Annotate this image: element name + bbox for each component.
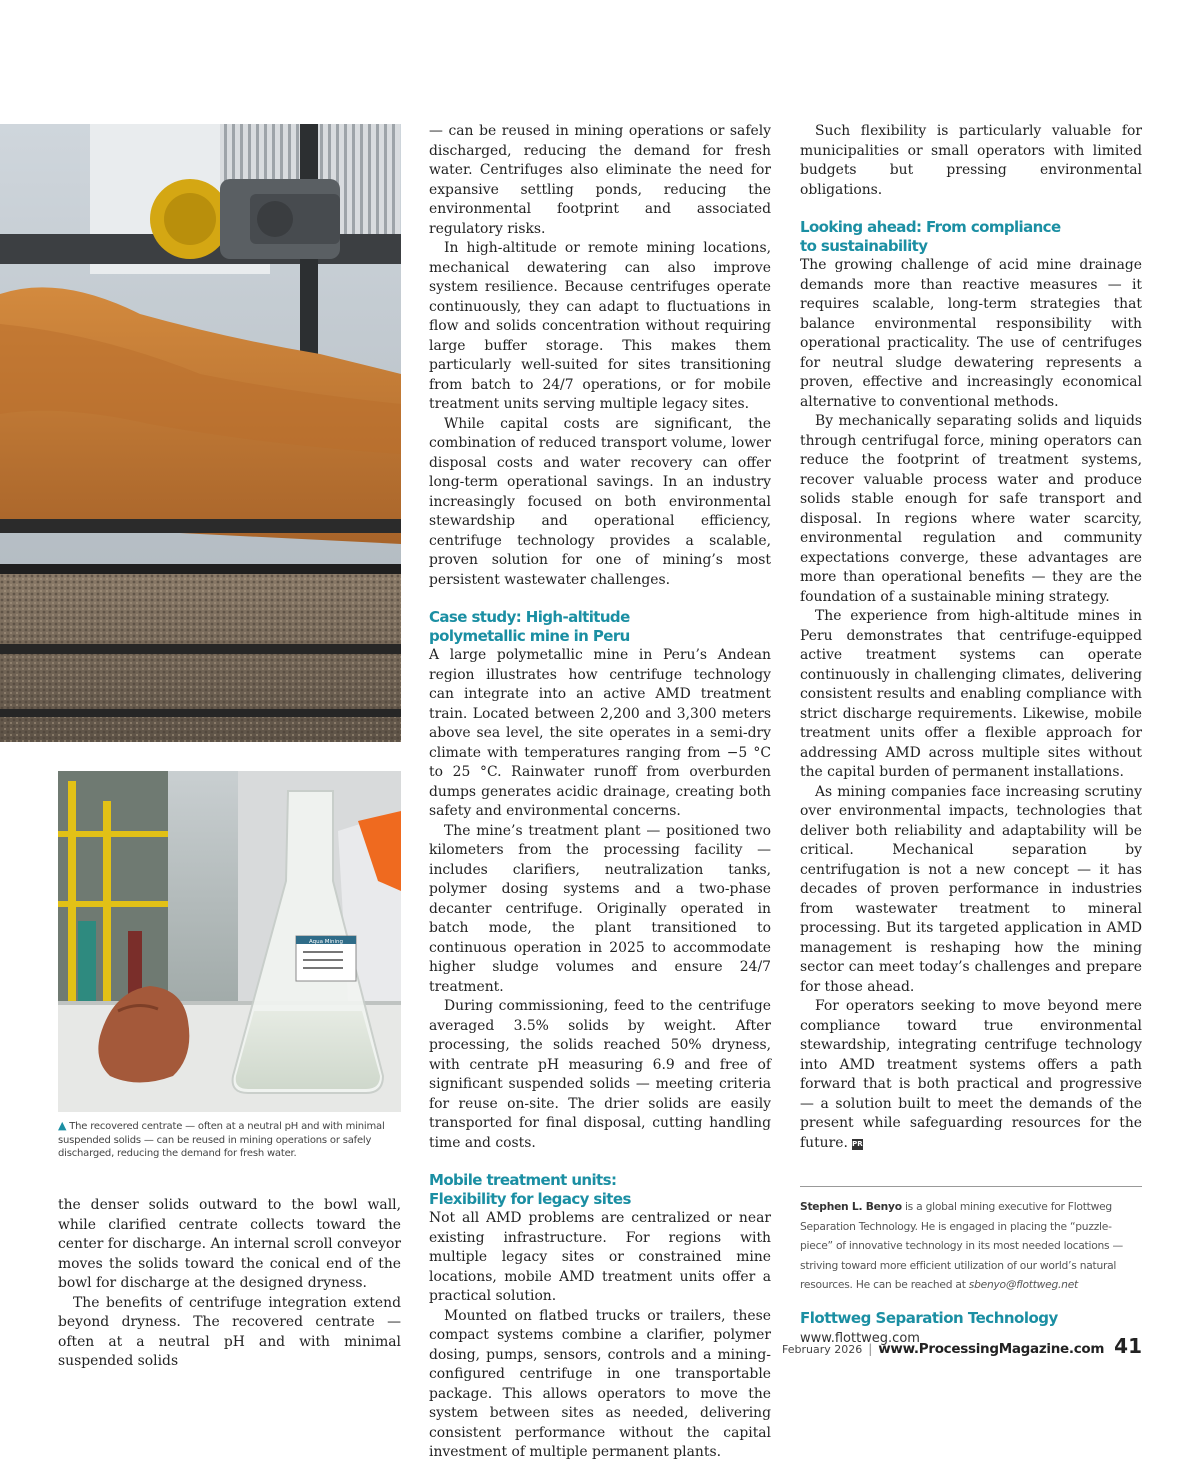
- mid-paragraph-3: While capital costs are significant, the combination of reduced transport volume, lower disposal costs and water recovery can offer long-term operational savings. In an industry increasingly focused on both environmental stewardship and operational efficiency, centrifuge technology provides a scalable, proven solution for one of mining’s most persistent wastewater challenges.: [429, 415, 771, 588]
- looking-ahead-heading: [800, 218, 1142, 256]
- right-paragraph-5: [800, 997, 1142, 1153]
- caption-text: The recovered centrate — often at a neutral pH and with minimal suspended solids — can be reused in mining operations or safely discharged, reducing the demand for fresh water.: [58, 1121, 385, 1159]
- right-paragraph-2: By mechanically separating solids and liquids through centrifugal force, mining operators can reduce the footprint of treatment systems, recover valuable process water and produce solids stable enough for safe transport and disposal. In regions where water scarcity, environmental regulation and community expectations converge, these advantages are more than operational benefits — they are the foundation of a sustainable mining strategy.: [800, 413, 1142, 605]
- footer-date: February 2026: [781, 1343, 863, 1356]
- looking-ahead-heading-line-2: to sustainability: [800, 237, 928, 255]
- case-study-heading: [429, 608, 771, 646]
- footer-separator: |: [868, 1342, 873, 1356]
- end-mark-icon: PR: [852, 1139, 863, 1148]
- page-number: 41: [1114, 1334, 1142, 1358]
- mobile-units-heading-line-2: Flexibility for legacy sites: [429, 1190, 631, 1208]
- right-final-text: For operators seeking to move beyond mere compliance toward true environmental stewardship, integrating centrifuge technology into AMD treatment systems offers a path forward that is both practical and progressive — a solution built to meet the demands of the present while safeguarding resources for the future.: [800, 998, 1142, 1151]
- page-footer: [782, 1334, 1142, 1356]
- sample-flask-graphic: [58, 771, 401, 1112]
- left-paragraph-1: the denser solids outward to the bowl wall, while clarified centrate collects toward the center for discharge. An internal scroll conveyor moves the solids toward the conical end of the bowl for discharge at the designed dryness.: [58, 1197, 401, 1291]
- mobile-units-heading-line-1: Mobile treatment units:: [429, 1171, 617, 1189]
- case-study-heading-line-2: polymetallic mine in Peru: [429, 627, 630, 645]
- case-paragraph-2: The mine’s treatment plant — positioned two kilometers from the processing facility — includes clarifiers, neutralization tanks, polymer dosing systems and a two-phase decanter centrifuge. Originally operated in batch mode, the plant transitioned to continuous operation in 2025 to accommodate higher sludge volumes and ensure 24/7 treatment.: [429, 822, 771, 995]
- middle-column: [429, 122, 771, 1463]
- left-column: [58, 1196, 401, 1372]
- right-column: [800, 122, 1142, 1153]
- right-paragraph-4: As mining companies face increasing scrutiny over environmental impacts, technologies that deliver both reliability and adaptability will be critical. Mechanical separation by centrifugation is not a new concept — it has decades of proven performance in industries from wastewater treatment to mineral processing. But its targeted application in AMD management is reshaping how the mining sector can meet today’s challenges and prepare for those ahead.: [800, 783, 1142, 995]
- looking-ahead-heading-line-1: Looking ahead: From compliance: [800, 218, 1061, 236]
- bio-email-link[interactable]: sbenyo@flottweg.net: [968, 1278, 1078, 1292]
- centrifuge-photo-graphic: [0, 124, 401, 742]
- sample-flask-photo: [58, 771, 401, 1112]
- mid-paragraph-1: — can be reused in mining operations or safely discharged, reducing the demand for fresh water. Centrifuges also eliminate the need for expansive settling ponds, reducing the environmental footprint and associated regulatory risks.: [429, 123, 771, 237]
- case-study-heading-line-1: Case study: High-altitude: [429, 608, 630, 626]
- right-intro-paragraph: Such flexibility is particularly valuable for municipalities or small operators with limited budgets but pressing environmental obligations.: [800, 123, 1142, 198]
- bio-divider: [800, 1186, 1142, 1187]
- right-paragraph-3: The experience from high-altitude mines in Peru demonstrates that centrifuge-equipped active treatment systems can operate continuously in challenging climates, delivering consistent results and enabling compliance with strict discharge requirements. Likewise, mobile treatment units offer a flexible approach for addressing AMD across multiple sites without the capital burden of permanent installations.: [800, 608, 1142, 780]
- photo-caption: [58, 1119, 401, 1161]
- footer-site-link[interactable]: www.ProcessingMagazine.com: [878, 1341, 1105, 1357]
- left-paragraph-2: The benefits of centrifuge integration extend beyond dryness. The recovered centrate — often at a neutral pH and with minimal suspended solids: [58, 1294, 401, 1369]
- mobile-paragraph-1: Not all AMD problems are centralized or near existing infrastructure. For regions with multiple legacy sites or constrained mine locations, mobile AMD treatment units offer a practical solution.: [429, 1210, 771, 1304]
- author-bio: [800, 1197, 1142, 1295]
- bio-text: is a global mining executive for Flottweg Separation Technology. He is engaged in placing the “puzzle-piece” of innovative technology in its most needed locations — striving toward more efficient utilization of our world’s natural resources. He can be reached at: [800, 1200, 1123, 1292]
- company-name: Flottweg Separation Technology: [800, 1309, 1058, 1327]
- case-paragraph-3: During commissioning, feed to the centrifuge averaged 3.5% solids by weight. After processing, the solids reached 50% dryness, with centrate pH measuring 6.9 and free of significant suspended solids — meeting criteria for reuse on-site. The drier solids are easily transported for final disposal, cutting handling time and costs.: [429, 998, 771, 1151]
- bio-author-name: Stephen L. Benyo: [800, 1200, 902, 1213]
- case-paragraph-1: A large polymetallic mine in Peru’s Andean region illustrates how centrifuge technology can integrate into an active AMD treatment train. Located between 2,200 and 3,300 meters above sea level, the site operates in a semi-dry climate with temperatures ranging from −5 °C to 25 °C. Rainwater runoff from overburden dumps generates acidic drainage, creating both safety and environmental concerns.: [429, 647, 771, 819]
- mid-paragraph-2: In high-altitude or remote mining locations, mechanical dewatering can also improve system resilience. Because centrifuges operate continuously, they can adapt to fluctuations in flow and solids concentration without requiring large buffer storage. This makes them particularly well-suited for sites transitioning from batch to 24/7 operations, or for mobile treatment units serving multiple legacy sites.: [429, 240, 771, 412]
- mobile-units-heading: [429, 1171, 771, 1209]
- centrifuge-photo: [0, 124, 401, 742]
- caption-triangle-icon: ▲: [58, 1119, 67, 1132]
- company-url-link[interactable]: www.flottweg.com: [800, 1331, 920, 1346]
- mobile-paragraph-2: Mounted on flatbed trucks or trailers, these compact systems combine a clarifier, polymer dosing, pumps, sensors, controls and a mining-configured centrifuge in one transportable package. This allows operators to move the system between sites as needed, delivering consistent performance without the capital investment of multiple permanent plants.: [429, 1307, 771, 1460]
- flask-label-text: Aqua Mining: [308, 939, 344, 945]
- right-paragraph-1: The growing challenge of acid mine drainage demands more than reactive measures — it requires scalable, long-term strategies that balance environmental responsibility with operational practicality. The use of centrifuges for neutral sludge dewatering represents a proven, effective and increasingly economical alternative to conventional methods.: [800, 257, 1142, 410]
